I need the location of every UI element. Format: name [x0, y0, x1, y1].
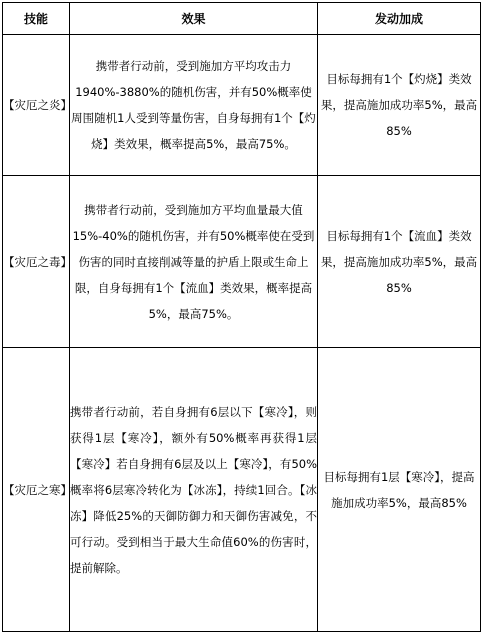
- skill-effect: 携带者行动前，受到施加方平均血量最大值15%-40%的随机伤害，并有50%概率使在受到伤害的同时直接削减等量的护盾上限或生命上限，自身每拥有1个【流血】类效果，概率提高5%，最高75%。: [70, 176, 318, 348]
- skill-effect: 携带者行动前，若自身拥有6层以下【寒冷】，则获得1层【寒冷】，额外有50%概率再获得1层【寒冷】若自身拥有6层及以上【寒冷】，有50%概率将6层寒冷转化为【冰冻】，持续1回合。【冰冻】降低25%的天御防御力和天御伤害减免，不可行动。受到相当于最大生命值60%的伤害时，提前解除。: [70, 348, 318, 632]
- skill-name: 【灾厄之寒】: [3, 348, 70, 632]
- skill-bonus: 目标每拥有1层【寒冷】，提高施加成功率5%，最高85%: [318, 348, 481, 632]
- table-row: [3, 176, 481, 348]
- header-skill: 技能: [3, 3, 70, 35]
- header-bonus: 发动加成: [318, 3, 481, 35]
- skill-effect: 携带者行动前，受到施加方平均攻击力1940%-3880%的随机伤害，并有50%概率使周围随机1人受到等量伤害，自身每拥有1个【灼烧】类效果，概率提高5%，最高75%。: [70, 35, 318, 176]
- skill-bonus: 目标每拥有1个【灼烧】类效果，提高施加成功率5%，最高85%: [318, 35, 481, 176]
- skill-table: [2, 2, 481, 632]
- table-header-row: [3, 3, 481, 35]
- page: [2, 2, 481, 632]
- table-row: [3, 35, 481, 176]
- table-row: [3, 348, 481, 632]
- skill-name: 【灾厄之炎】: [3, 35, 70, 176]
- skill-bonus: 目标每拥有1个【流血】类效果，提高施加成功率5%，最高85%: [318, 176, 481, 348]
- skill-name: 【灾厄之毒】: [3, 176, 70, 348]
- header-effect: 效果: [70, 3, 318, 35]
